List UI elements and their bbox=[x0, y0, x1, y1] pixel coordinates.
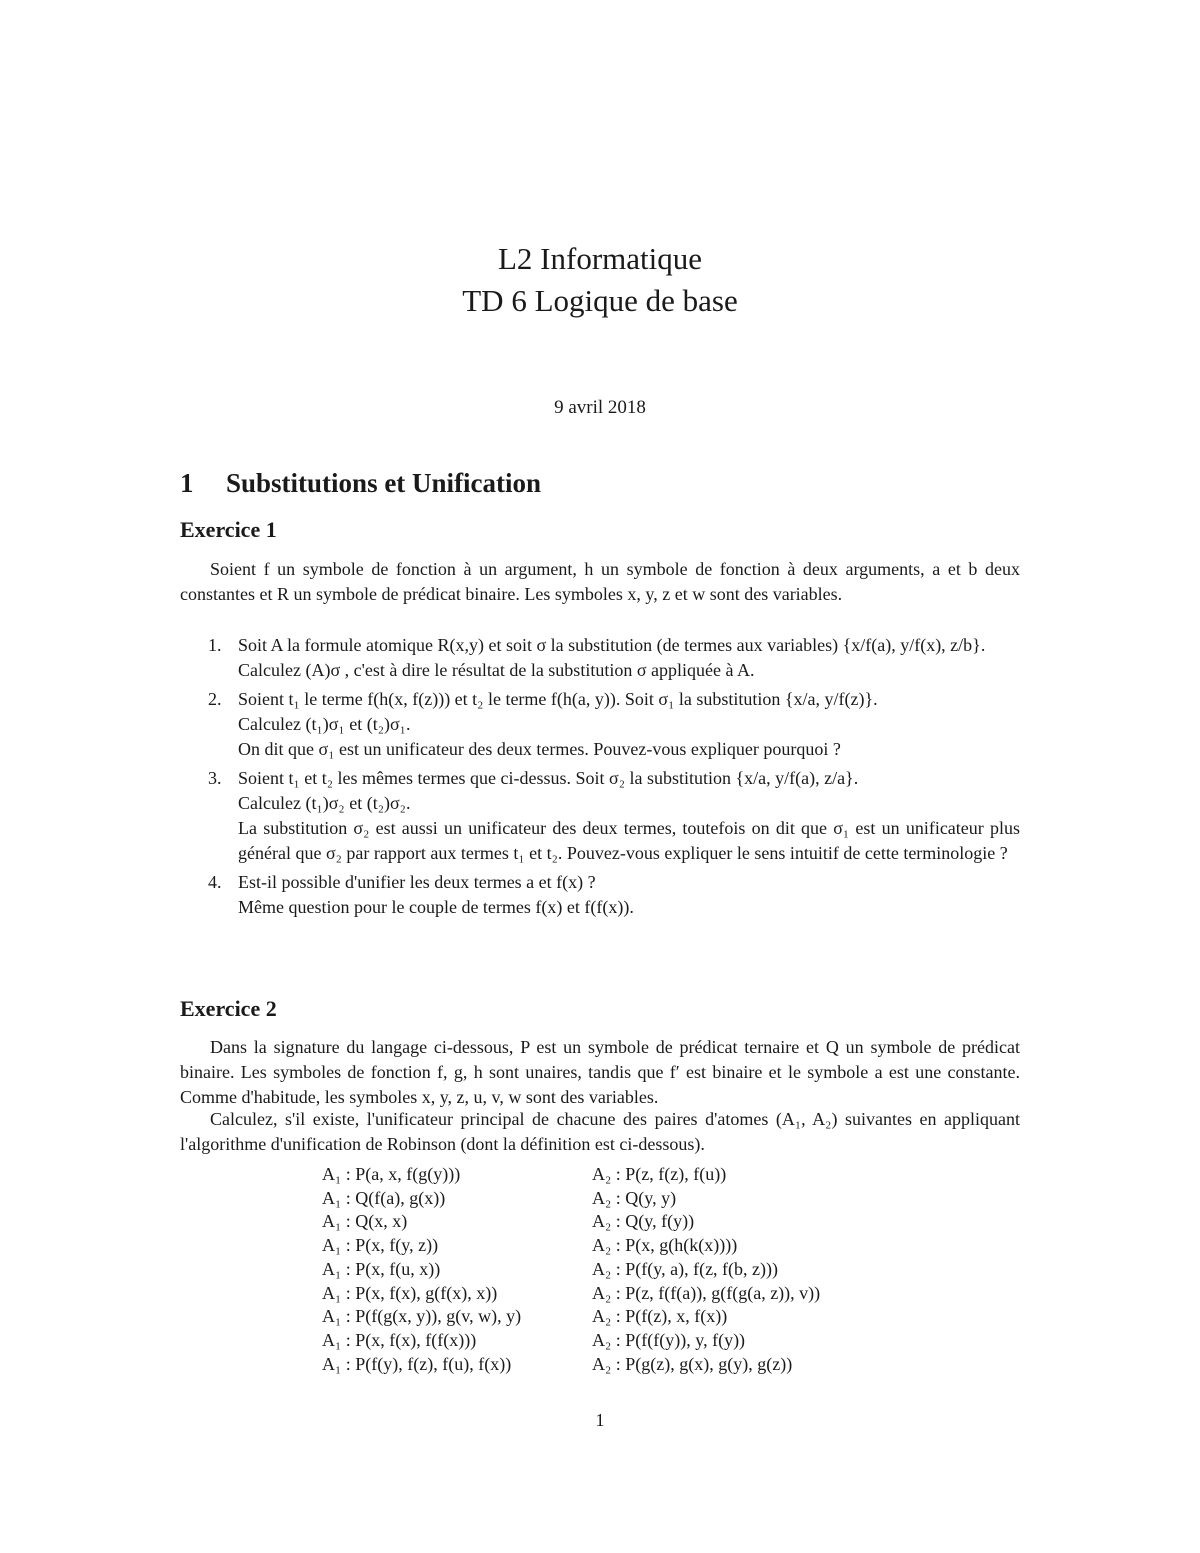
atom-a2: A₂ : P(f(y, a), f(z, f(b, z))) bbox=[592, 1258, 779, 1279]
list-item bbox=[208, 687, 1020, 762]
atom-pair-row bbox=[322, 1329, 820, 1353]
item-number: 3. bbox=[208, 768, 222, 788]
atom-a2: A₂ : P(g(z), g(x), g(y), g(z)) bbox=[592, 1353, 793, 1374]
atom-a1: A₁ : P(x, f(x), g(f(x), x)) bbox=[322, 1282, 498, 1303]
exercise-1-heading: Exercice 1 bbox=[180, 517, 277, 542]
list-item bbox=[208, 766, 1020, 866]
exercise-2-heading: Exercice 2 bbox=[180, 996, 277, 1021]
item-text: Soient t₁ et t₂ les mêmes termes que ci-dessus. Soit σ₂ la substitution {x/a, y/f(a), z/a}. bbox=[238, 768, 859, 788]
atom-pair-row bbox=[322, 1305, 820, 1329]
atom-a1: A₁ : Q(f(a), g(x)) bbox=[322, 1187, 446, 1208]
atom-a1: A₁ : P(f(y), f(z), f(u), f(x)) bbox=[322, 1353, 512, 1374]
item-text: Est-il possible d'unifier les deux termes a et f(x) ? bbox=[238, 872, 596, 892]
course-title: L2 Informatique bbox=[497, 241, 702, 276]
atom-pair-row bbox=[322, 1163, 820, 1187]
exercise-2-paragraph-2: Calculez, s'il existe, l'unificateur principal de chacune des paires d'atomes (A₁, A₂) suivantes en appliquant l'algorithme d'unification de Robinson (dont la définition est ci-dessous). bbox=[180, 1109, 1020, 1154]
exercise-1-list bbox=[208, 633, 1020, 920]
atom-a1: A₁ : P(f(g(x, y)), g(v, w), y) bbox=[322, 1306, 522, 1327]
section-number: 1 bbox=[180, 468, 194, 498]
atom-a2: A₂ : P(z, f(z), f(u)) bbox=[592, 1164, 727, 1184]
item-text: Même question pour le couple de termes f(x) et f(f(x)). bbox=[238, 897, 634, 917]
item-text: On dit que σ₁ est un unificateur des deux termes. Pouvez-vous expliquer pourquoi ? bbox=[238, 739, 841, 759]
atom-a2: A₂ : P(f(f(y)), y, f(y)) bbox=[592, 1329, 746, 1350]
atom-a1: A₁ : P(x, f(x), f(f(x))) bbox=[322, 1329, 477, 1350]
atom-pair-row bbox=[322, 1282, 820, 1306]
atom-pair-row bbox=[322, 1187, 820, 1211]
section-heading bbox=[180, 468, 541, 499]
exercise-2-paragraph-1: Dans la signature du langage ci-dessous, P est un symbole de prédicat ternaire et Q un symbole de prédicat binaire. Les symboles de fonction f, g, h sont unaires, tandis que f′ est binaire et le symbole a est une constante. Comme d'habitude, les symboles x, y, z, u, v, w sont des variables. bbox=[180, 1037, 1020, 1107]
item-text: La substitution σ₂ est aussi un unificateur des deux termes, toutefois on dit que σ₁ est un unificateur plus général que σ₂ par rapport aux termes t₁ et t₂. Pouvez-vous expliquer le sens intuitif de cette terminologie ? bbox=[238, 818, 1020, 863]
atom-a1: A₁ : P(a, x, f(g(y))) bbox=[322, 1164, 461, 1184]
exercise-1-intro: Soient f un symbole de fonction à un argument, h un symbole de fonction à deux arguments, a et b deux constantes et R un symbole de prédicat binaire. Les symboles x, y, z et w sont des variables. bbox=[180, 559, 1020, 604]
item-text: Soit A la formule atomique R(x,y) et soit σ la substitution (de termes aux variables) {x/f(a), y/f(x), z/b}. bbox=[238, 635, 986, 655]
atom-a1: A₁ : P(x, f(y, z)) bbox=[322, 1235, 439, 1256]
item-text: Calculez (t₁)σ₁ et (t₂)σ₁. bbox=[238, 714, 411, 734]
atom-a2: A₂ : P(f(z), x, f(x)) bbox=[592, 1306, 728, 1327]
atom-pair-row bbox=[322, 1234, 820, 1258]
document-date: 9 avril 2018 bbox=[554, 397, 646, 418]
atom-a1: A₁ : Q(x, x) bbox=[322, 1211, 408, 1232]
section-title: Substitutions et Unification bbox=[226, 468, 542, 498]
atom-pairs-table bbox=[322, 1163, 820, 1376]
td-title: TD 6 Logique de base bbox=[462, 283, 738, 318]
item-text: Calculez (A)σ , c'est à dire le résultat de la substitution σ appliquée à A. bbox=[238, 660, 755, 680]
atom-a2: A₂ : Q(y, y) bbox=[592, 1187, 677, 1208]
atom-pair-row bbox=[322, 1210, 820, 1234]
item-number: 1. bbox=[208, 635, 222, 655]
atom-a2: A₂ : P(z, f(f(a)), g(f(g(a, z)), v)) bbox=[592, 1282, 821, 1303]
list-item bbox=[208, 633, 1020, 683]
item-number: 2. bbox=[208, 689, 222, 709]
item-text: Soient t₁ le terme f(h(x, f(z))) et t₂ le terme f(h(a, y)). Soit σ₁ la substitution {x/a, y/f(z)}. bbox=[238, 689, 878, 709]
item-text: Calculez (t₁)σ₂ et (t₂)σ₂. bbox=[238, 793, 411, 813]
atom-pair-row bbox=[322, 1258, 820, 1282]
atom-a1: A₁ : P(x, f(u, x)) bbox=[322, 1258, 441, 1279]
page-number: 1 bbox=[595, 1410, 605, 1430]
atom-pair-row bbox=[322, 1353, 820, 1377]
atom-a2: A₂ : Q(y, f(y)) bbox=[592, 1211, 695, 1232]
item-number: 4. bbox=[208, 872, 222, 892]
atom-a2: A₂ : P(x, g(h(k(x)))) bbox=[592, 1235, 738, 1256]
list-item bbox=[208, 870, 1020, 920]
